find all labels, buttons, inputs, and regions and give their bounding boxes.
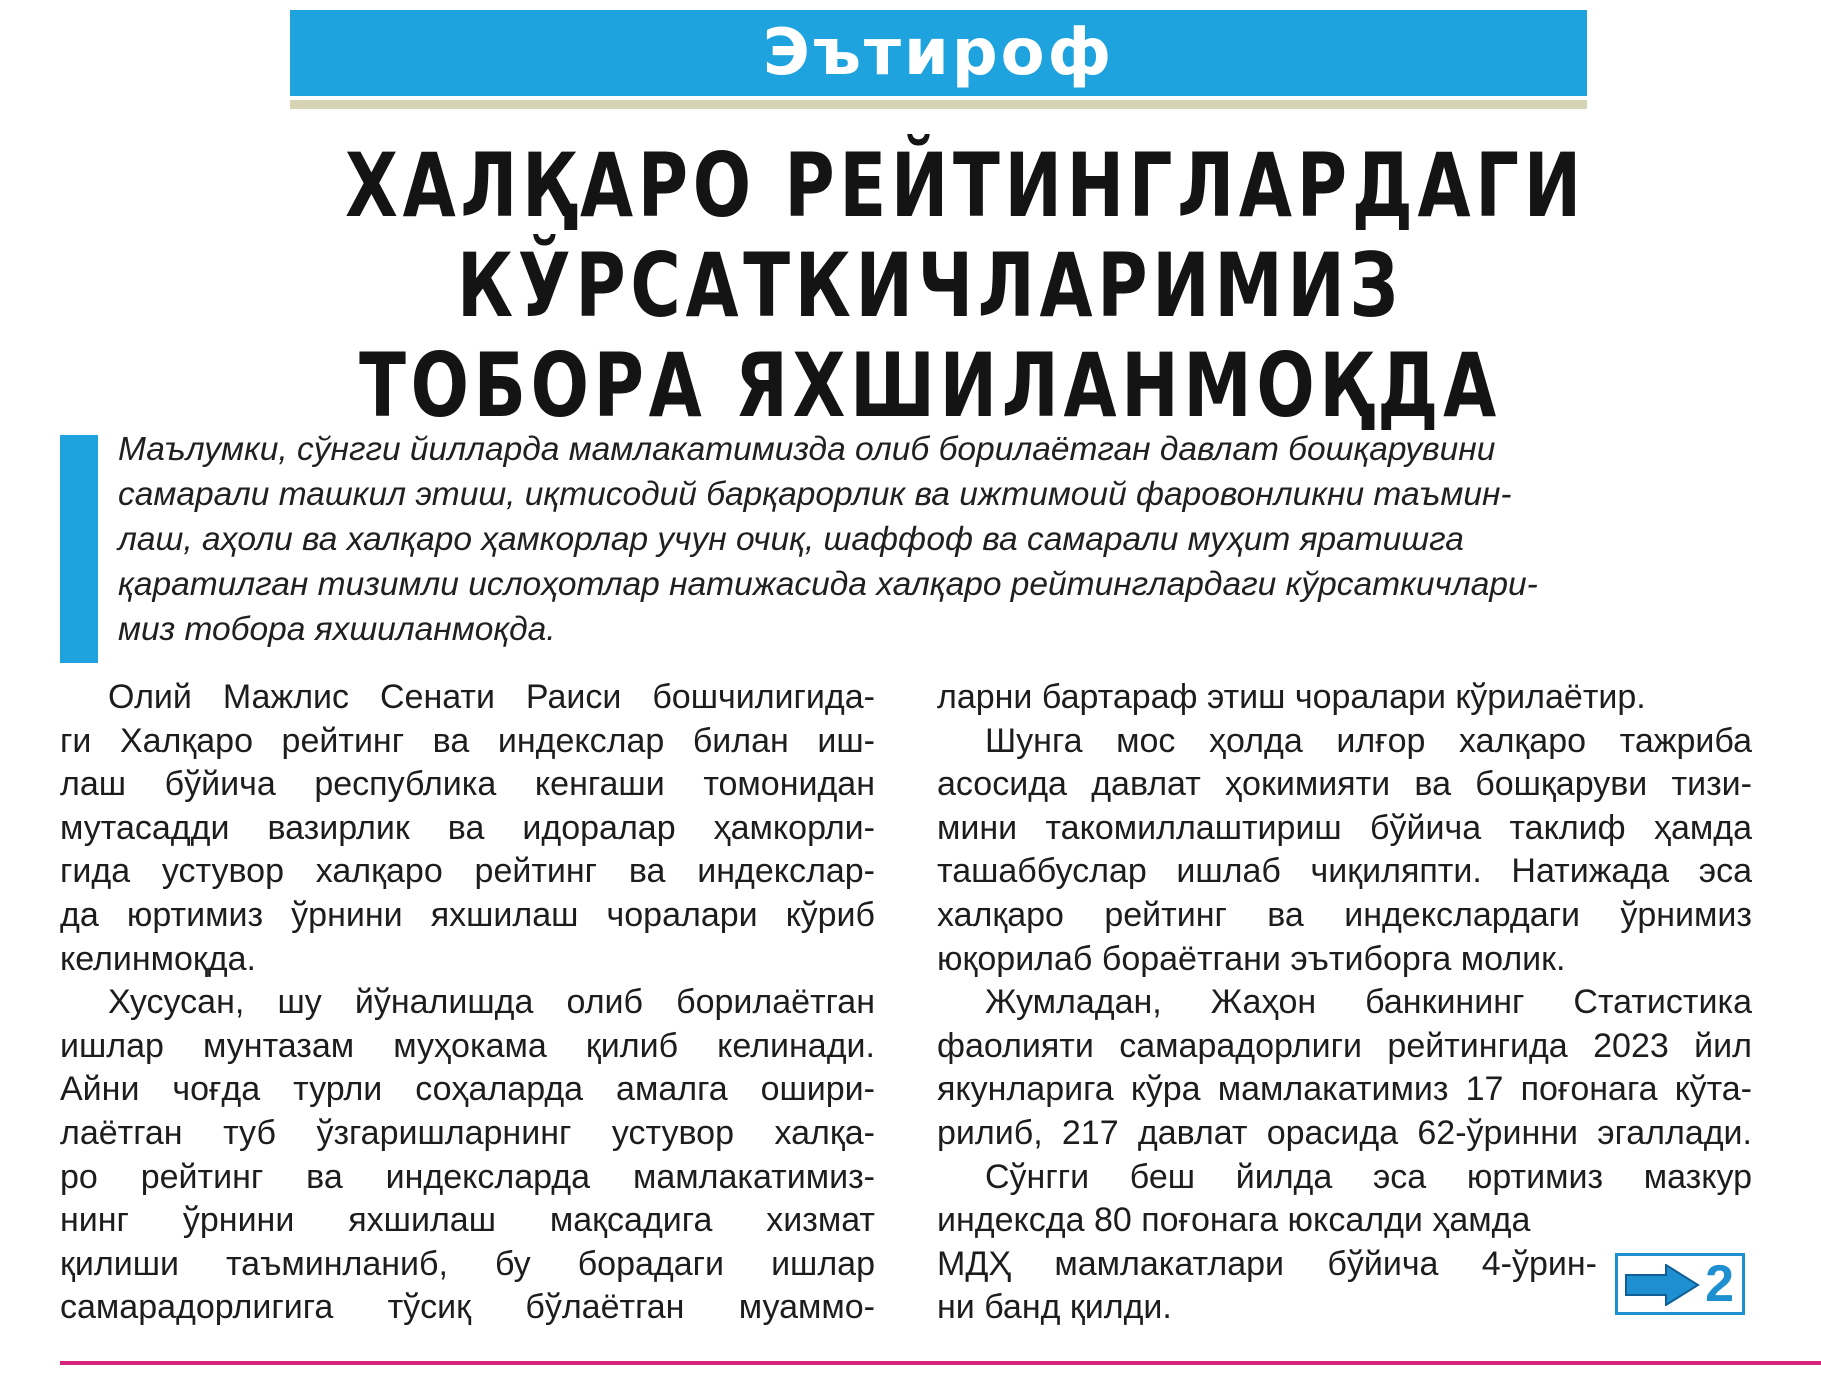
- body-line: лаётган туб ўзгаришларнинг устувор халқа-: [60, 1113, 875, 1152]
- body-line: самарадорлигига тўсиқ бўлаётган муаммо-: [60, 1288, 875, 1327]
- body-line: фаолияти самарадорлиги рейтингида 2023 йил: [937, 1026, 1752, 1065]
- headline-line: ТОБОРА ЯХШИЛАНМОҚДА: [359, 334, 1501, 437]
- body-line: мутасадди вазирлик ва идоралар ҳамкорли-: [60, 808, 875, 847]
- body-line: Олий Мажлис Сенати Раиси бошчилигида-: [108, 678, 875, 716]
- headline-line: ХАЛҚАРО РЕЙТИНГЛАРДАГИ: [345, 134, 1586, 237]
- body-line: рилиб, 217 давлат орасида 62-ўринни эгаллади.: [937, 1113, 1752, 1152]
- continued-page-number: 2: [1705, 1255, 1734, 1313]
- body-line: Жумладан, Жаҳон банкининг Статистика: [985, 983, 1752, 1022]
- body-line: Хусусан, шу йўналишда олиб борилаётган: [108, 983, 875, 1022]
- body-line: ташаббуслар ишлаб чиқиляпти. Натижада эса: [937, 852, 1752, 891]
- body-line: да юртимиз ўрнини яхшилаш чоралари кўриб: [60, 895, 875, 934]
- body-line: ишлар мунтазам муҳокама қилиб келинади.: [60, 1026, 875, 1065]
- body-line: МДҲ мамлакатлари бўйича 4-ўрин-: [937, 1244, 1597, 1283]
- body-line: ни банд қилди.: [937, 1288, 1172, 1327]
- lead-line: миз тобора яхшиланмоқда.: [118, 611, 556, 648]
- body-line: асосида давлат ҳокимияти ва бошқаруви тизи-: [937, 765, 1752, 804]
- body-line: якунларига кўра мамлакатимиз 17 поғонага кўта-: [937, 1070, 1752, 1109]
- article-column-right: [937, 676, 1752, 1330]
- body-line: мини такомиллаштириш бўйича таклиф ҳамда: [937, 808, 1752, 847]
- headline-line: КЎРСАТКИЧЛАРИМИЗ: [457, 234, 1403, 337]
- body-line: индексда 80 поғонага юксалди ҳамда: [937, 1201, 1531, 1240]
- rubric-underline: [290, 100, 1587, 109]
- lead-accent-bar: [60, 435, 98, 663]
- rubric-title: Эътироф: [762, 16, 1115, 90]
- body-line: гида устувор халқаро рейтинг ва индекслар-: [60, 852, 875, 891]
- lead-line: қаратилган тизимли ислоҳотлар натижасида халқаро рейтинглардаги кўрсаткичлари-: [118, 566, 1538, 603]
- lead-line: Маълумки, сўнгги йилларда мамлакатимизда олиб борилаётган давлат бошқарувини: [118, 431, 1496, 468]
- lead-paragraph: [118, 427, 1758, 652]
- headline: [345, 134, 1586, 437]
- body-line: ги Халқаро рейтинг ва индекслар билан иш-: [60, 721, 875, 760]
- arrow-right-icon: [1624, 1264, 1700, 1306]
- body-line: қилиши таъминланиб, бу борадаги ишлар: [60, 1244, 875, 1283]
- body-line: Сўнгги беш йилда эса юртимиз мазкур: [985, 1157, 1752, 1196]
- body-line: ларни бартараф этиш чоралари кўрилаётир.: [937, 678, 1646, 716]
- body-line: ро рейтинг ва индексларда мамлакатимиз-: [60, 1157, 875, 1196]
- lead-line: самарали ташкил этиш, иқтисодий барқарорлик ва ижтимоий фаровонликни таъмин-: [118, 476, 1512, 513]
- body-line: Шунга мос ҳолда илғор халқаро тажриба: [985, 721, 1752, 760]
- rubric-banner: [290, 10, 1587, 96]
- body-line: келинмоқда.: [60, 939, 256, 978]
- bottom-rule: [60, 1361, 1821, 1365]
- body-line: нинг ўрнини яхшилаш мақсадига хизмат: [60, 1201, 875, 1240]
- continued-on-page-marker: [1615, 1253, 1745, 1315]
- body-line: Айни чоғда турли соҳаларда амалга ошири-: [60, 1070, 875, 1109]
- lead-line: лаш, аҳоли ва халқаро ҳамкорлар учун очиқ, шаффоф ва самарали муҳит яратишга: [118, 521, 1464, 558]
- article-column-left: [60, 676, 875, 1330]
- body-line: лаш бўйича республика кенгаши томонидан: [60, 765, 875, 804]
- body-line: халқаро рейтинг ва индекслардаги ўрнимиз: [937, 895, 1752, 934]
- body-line: юқорилаб бораётгани эътиборга молик.: [937, 939, 1566, 978]
